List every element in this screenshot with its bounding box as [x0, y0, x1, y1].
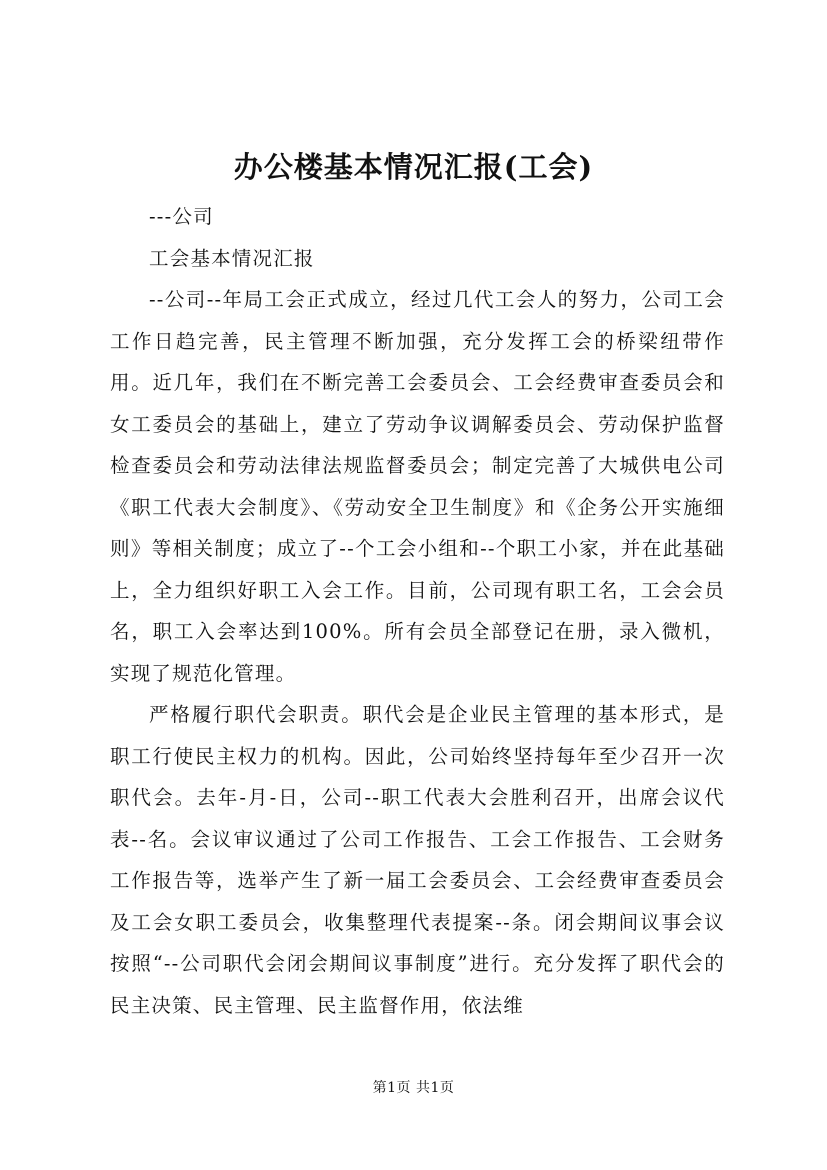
- document-body: [110, 196, 725, 1026]
- document-title: 办公楼基本情况汇报(工会): [233, 150, 594, 184]
- paragraph-union-overview: --公司--年局工会正式成立，经过几代工会人的努力，公司工会工作日趋完善，民主管理不断加强，充分发挥工会的桥梁纽带作用。近几年，我们在不断完善工会委员会、工会经费审查委员会和女工委员会的基础上，建立了劳动争议调解委员会、劳动保护监督检查委员会和劳动法律法规监督委员会；制定完善了大城供电公司《职工代表大会制度》、《劳动安全卫生制度》和《企务公开实施细则》等相关制度；成立了--个工会小组和--个职工小家，并在此基础上，全力组织好职工入会工作。目前，公司现有职工名，工会会员名，职工入会率达到100%。所有会员全部登记在册，录入微机，实现了规范化管理。: [110, 288, 725, 685]
- company-line: ---公司: [149, 205, 214, 228]
- page-footer: 第1页 共1页: [372, 1080, 455, 1096]
- section-heading: 工会基本情况汇报: [149, 246, 315, 270]
- paragraph-workers-congress: 严格履行职代会职责。职代会是企业民主管理的基本形式，是职工行使民主权力的机构。因此，公司始终坚持每年至少召开一次职代会。去年-月-日，公司--职工代表大会胜利召开，出席会议代表--名。会议审议通过了公司工作报告、工会工作报告、工会财务工作报告等，选举产生了新一届工会委员会、工会经费审查委员会及工会女职工委员会，收集整理代表提案--条。闭会期间议事会议按照“--公司职代会闭会期间议事制度”进行。充分发挥了职代会的民主决策、民主管理、民主监督作用，依法维: [110, 703, 725, 1017]
